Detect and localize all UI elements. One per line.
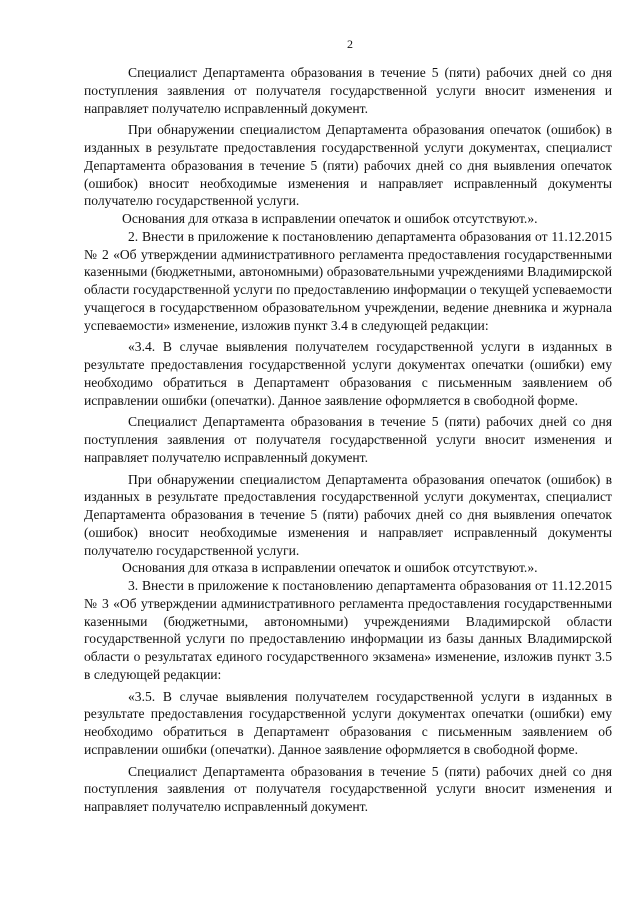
- paragraph: Специалист Департамента образования в течение 5 (пяти) рабочих дней со дня поступления заявления от получателя государственной услуги вносит изменения и направляет получателю исправленный документ.: [84, 414, 612, 465]
- paragraph: 3. Внести в приложение к постановлению департамента образования от 11.12.2015 № 3 «Об утверждении административного регламента предоставления государственными казенными (бюджетными, автономными) учреждениями Владимирской области государственной услуги по предоставлению информации из базы данных Владимирской области о результатах единого государственного экзамена» изменение, изложив пункт 3.5 в следующей редакции:: [84, 578, 612, 682]
- paragraph: Специалист Департамента образования в течение 5 (пяти) рабочих дней со дня поступления заявления от получателя государственной услуги вносит изменения и направляет получателю исправленный документ.: [84, 65, 612, 116]
- paragraph: При обнаружении специалистом Департамента образования опечаток (ошибок) в изданных в результате предоставления государственной услуги документах, специалист Департамента образования в течение 5 (пяти) рабочих дней со дня выявления опечаток (ошибок) вносит необходимые изменения и направляет исправленный документы получателю государственной услуги.: [84, 471, 612, 558]
- paragraph: Специалист Департамента образования в течение 5 (пяти) рабочих дней со дня поступления заявления от получателя государственной услуги вносит изменения и направляет получателю исправленный документ.: [84, 763, 612, 814]
- page-number: 2: [347, 37, 353, 51]
- paragraph: 2. Внести в приложение к постановлению департамента образования от 11.12.2015 № 2 «Об утверждении административного регламента предоставления государственными казенными (бюджетными, автономными) образовательными учреждениями Владимирской области государственной услуги по предоставлению информации о текущей успеваемости учащегося в государственном образовательном учреждении, ведение дневника и журнала успеваемости» изменение, изложив пункт 3.4 в следующей редакции:: [84, 228, 612, 333]
- document-body: [84, 64, 612, 816]
- paragraph: Основания для отказа в исправлении опечаток и ошибок отсутствуют.».: [122, 560, 538, 576]
- paragraph: При обнаружении специалистом Департамента образования опечаток (ошибок) в изданных в результате предоставления государственной услуги документах, специалист Департамента образования в течение 5 (пяти) рабочих дней со дня выявления опечаток (ошибок) вносит необходимые изменения и направляет исправленный документы получателю государственной услуги.: [84, 122, 612, 209]
- paragraph: «3.4. В случае выявления получателем государственной услуги в изданных в результате предоставления государственной услуги документах опечатки (ошибки) ему необходимо обратиться в Департамент образования с письменным заявлением об исправлении ошибки (опечатки). Данное заявление оформляется в свободной форме.: [84, 339, 612, 408]
- paragraph: Основания для отказа в исправлении опечаток и ошибок отсутствуют.».: [122, 211, 538, 226]
- paragraph: «3.5. В случае выявления получателем государственной услуги в изданных в результате предоставления государственной услуги документах опечатки (ошибки) ему необходимо обратиться в Департамент образования с письменным заявлением об исправлении ошибки (опечатки). Данное заявление оформляется в свободной форме.: [84, 688, 612, 757]
